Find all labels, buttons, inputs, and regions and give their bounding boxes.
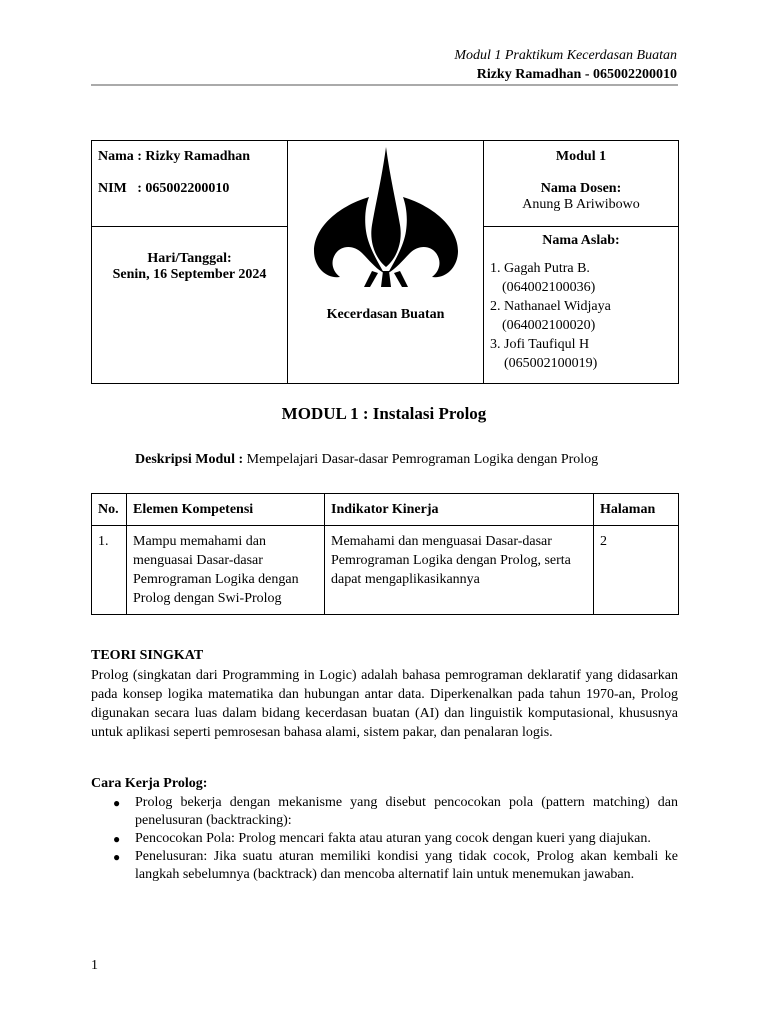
- col-header-indikator: Indikator Kinerja: [325, 494, 594, 526]
- competency-table: [91, 493, 679, 615]
- course-name: Kecerdasan Buatan: [326, 307, 445, 322]
- aslab-item-id: (064002100020): [502, 318, 596, 333]
- student-cell: [92, 141, 288, 227]
- info-table: [91, 140, 679, 384]
- teori-heading: TEORI SINGKAT: [91, 648, 204, 663]
- module-description: [135, 452, 598, 468]
- bullet-icon: ●: [113, 832, 121, 846]
- teori-paragraph: Prolog (singkatan dari Programming in Logic) adalah bahasa pemrograman deklaratif yang didasarkan pada konsep logika matematika dan hubungan antar data. Diperkenalkan pada tahun 1970-an, Prolog digunakan secara luas dalam bidang kecerdasan buatan (AI) dan linguistik komputasional, khususnya untuk aplikasi seperti pemrosesan bahasa alami, sistem pakar, dan penalaran logis.: [91, 668, 678, 740]
- list-item: ● Penelusuran: Jika suatu aturan memiliki kondisi yang tidak cocok, Prolog akan kembali ke langkah sebelumnya (backtrack) dan mencoba alternatif lain untuk menemukan jawaban.: [113, 849, 678, 882]
- bullet-icon: ●: [113, 850, 121, 864]
- student-nim: NIM : 065002200010: [98, 181, 230, 196]
- aslab-item-id: (065002100019): [504, 356, 598, 371]
- logo-cell: [288, 141, 484, 384]
- bullet-icon: ●: [113, 796, 121, 810]
- cara-kerja-list: [91, 794, 678, 884]
- header-divider: [91, 84, 678, 86]
- cell-no: 1.: [92, 526, 127, 615]
- header-course: Modul 1 Praktikum Kecerdasan Buatan: [454, 48, 677, 63]
- description-text: Mempelajari Dasar-dasar Pemrograman Logika dengan Prolog: [243, 452, 599, 467]
- header-author: Rizky Ramadhan - 065002200010: [476, 67, 677, 82]
- aslab-item-id: (064002100036): [502, 280, 596, 295]
- col-header-halaman: Halaman: [594, 494, 679, 526]
- module-cell: [484, 141, 679, 227]
- date-label: Hari/Tanggal:: [147, 251, 232, 266]
- module-title: MODUL 1 : Instalasi Prolog: [281, 404, 487, 423]
- aslab-item: 2. Nathanael Widjaya: [490, 299, 611, 314]
- module-label: Modul 1: [555, 149, 607, 164]
- student-name: Nama : Rizky Ramadhan: [98, 149, 251, 164]
- page-number: 1: [91, 958, 98, 973]
- col-header-elemen: Elemen Kompetensi: [127, 494, 325, 526]
- aslab-label: Nama Aslab:: [542, 233, 620, 248]
- col-header-no: No.: [92, 494, 127, 526]
- aslab-item: 3. Jofi Taufiqul H: [490, 337, 590, 352]
- table-row: [92, 526, 679, 615]
- cara-kerja-heading: Cara Kerja Prolog:: [91, 776, 208, 791]
- aslab-cell: [484, 227, 679, 384]
- page-header: [454, 46, 677, 84]
- aslab-list: [490, 259, 672, 373]
- cell-elemen: Mampu memahami dan menguasai Dasar-dasar Pemrograman Logika dengan Prolog dengan Swi-Prolog: [127, 526, 325, 615]
- university-emblem-icon: [306, 147, 466, 287]
- dosen-label: Nama Dosen:: [540, 181, 622, 196]
- list-item: ● Prolog bekerja dengan mekanisme yang disebut pencocokan pola (pattern matching) dan penelusuran (backtracking):: [113, 795, 678, 828]
- date-cell: [92, 227, 288, 384]
- dosen-name: Anung B Ariwibowo: [522, 197, 640, 212]
- list-item: ● Pencocokan Pola: Prolog mencari fakta atau aturan yang cocok dengan kueri yang diajukan.: [113, 831, 651, 846]
- description-label: Deskripsi Modul :: [135, 452, 244, 467]
- cell-indikator: Memahami dan menguasai Dasar-dasar Pemrograman Logika dengan Prolog, serta dapat mengaplikasikannya: [325, 526, 594, 615]
- date-value: Senin, 16 September 2024: [112, 267, 267, 282]
- aslab-item: 1. Gagah Putra B.: [490, 261, 590, 276]
- cell-halaman: 2: [594, 526, 679, 615]
